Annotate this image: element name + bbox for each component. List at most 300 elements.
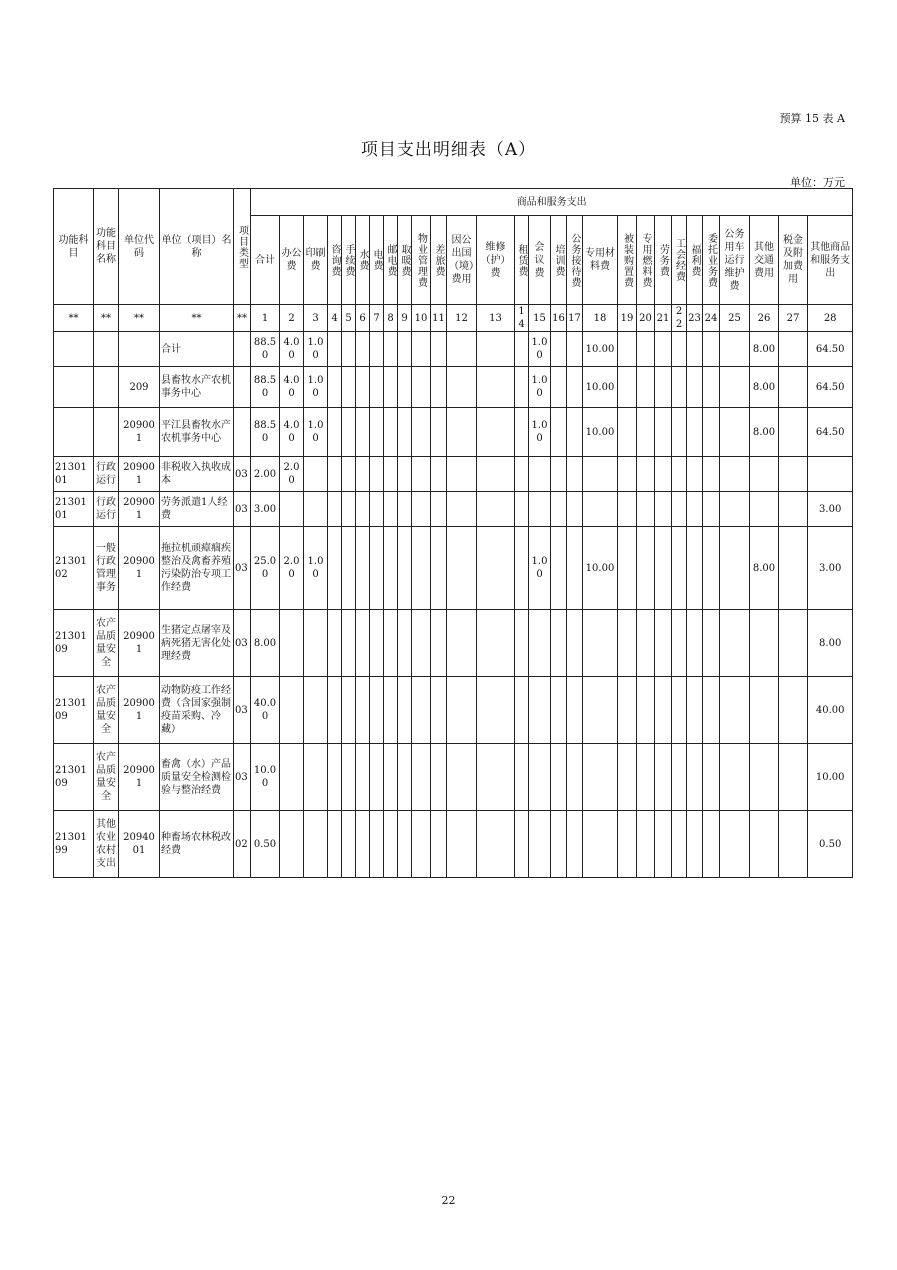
value-cell xyxy=(672,610,687,677)
value-cell xyxy=(370,744,384,811)
column-number-cell: 2 xyxy=(280,305,304,332)
value-cell: 10.00 xyxy=(583,367,618,408)
value-cell xyxy=(618,811,637,878)
value-cell xyxy=(779,744,808,811)
value-cell xyxy=(370,610,384,677)
value-cell xyxy=(370,408,384,457)
unit-name-cell: 县畜牧水产农机事务中心 xyxy=(160,367,234,408)
value-cell xyxy=(720,332,750,367)
value-cell xyxy=(447,457,477,492)
value-cell xyxy=(447,677,477,744)
value-cell: 1.00 xyxy=(529,367,551,408)
value-cell xyxy=(356,492,370,527)
value-cell xyxy=(398,610,412,677)
value-cell xyxy=(750,811,779,878)
value-cell: 40.00 xyxy=(251,677,280,744)
value-cell xyxy=(529,457,551,492)
value-cell xyxy=(618,408,637,457)
value-cell xyxy=(280,677,304,744)
value-cell: 10.00 xyxy=(583,527,618,610)
value-cell xyxy=(703,457,720,492)
value-cell xyxy=(477,457,515,492)
column-number-cell: 25 xyxy=(720,305,750,332)
value-cell xyxy=(384,367,398,408)
unit-name-cell: 拖拉机顽瘴痼疾整治及禽畜养殖污染防治专项工作经费 xyxy=(160,527,234,610)
value-cell xyxy=(477,408,515,457)
value-cell xyxy=(529,610,551,677)
func-name-cell: 农产品质量安全 xyxy=(94,610,119,677)
value-cell xyxy=(398,527,412,610)
value-cell xyxy=(703,492,720,527)
header-group-goods-services: 商品和服务支出 xyxy=(251,189,853,216)
value-cell: 8.00 xyxy=(808,610,853,677)
value-cell: 64.50 xyxy=(808,332,853,367)
value-cell: 1.00 xyxy=(304,332,328,367)
value-cell xyxy=(551,332,567,367)
value-cell xyxy=(750,677,779,744)
value-cell xyxy=(637,744,655,811)
value-cell xyxy=(431,457,447,492)
value-cell: 0.50 xyxy=(808,811,853,878)
value-cell xyxy=(370,457,384,492)
value-cell xyxy=(703,610,720,677)
unit-code-cell: 209001 xyxy=(119,492,160,527)
value-cell xyxy=(384,492,398,527)
value-cell xyxy=(515,527,529,610)
value-cell xyxy=(431,408,447,457)
header-cell-func-name: 功能科目名称 xyxy=(94,189,119,305)
value-cell: 8.00 xyxy=(750,332,779,367)
value-cell xyxy=(637,811,655,878)
func-name-cell xyxy=(94,408,119,457)
project-type-cell: 03 xyxy=(234,744,251,811)
value-cell xyxy=(342,677,356,744)
column-number-cell: 19 xyxy=(618,305,637,332)
column-number-cell: 28 xyxy=(808,305,853,332)
header-cell: 物业管理费 xyxy=(412,216,431,305)
func-code-cell: 2130101 xyxy=(54,457,94,492)
value-cell xyxy=(551,677,567,744)
value-cell xyxy=(342,492,356,527)
header-cell: 其他交通费用 xyxy=(750,216,779,305)
column-number-cell: 18 xyxy=(583,305,618,332)
project-type-cell: 03 xyxy=(234,492,251,527)
value-cell xyxy=(720,408,750,457)
marker-cell: ** xyxy=(160,305,234,332)
func-code-cell: 2130109 xyxy=(54,744,94,811)
value-cell xyxy=(447,367,477,408)
value-cell xyxy=(808,457,853,492)
func-name-cell: 其他农业农村支出 xyxy=(94,811,119,878)
table-body xyxy=(54,189,853,878)
project-type-cell: 03 xyxy=(234,527,251,610)
value-cell xyxy=(567,457,583,492)
value-cell xyxy=(447,744,477,811)
value-cell: 8.00 xyxy=(750,527,779,610)
value-cell: 1.00 xyxy=(529,332,551,367)
value-cell xyxy=(529,677,551,744)
unit-code-cell: 209001 xyxy=(119,527,160,610)
value-cell xyxy=(356,811,370,878)
header-cell: 专用材料费 xyxy=(583,216,618,305)
expenditure-table xyxy=(53,188,853,878)
header-cell: 印刷费 xyxy=(304,216,328,305)
column-number-cell: 9 xyxy=(398,305,412,332)
value-cell: 88.50 xyxy=(251,367,280,408)
value-cell xyxy=(655,457,672,492)
value-cell xyxy=(342,457,356,492)
value-cell: 2.00 xyxy=(280,527,304,610)
value-cell xyxy=(687,367,703,408)
header-cell: 劳务费 xyxy=(655,216,672,305)
column-number-cell: 27 xyxy=(779,305,808,332)
value-cell xyxy=(551,610,567,677)
header-cell-unit-name: 单位（项目）名称 xyxy=(160,189,234,305)
func-name-cell: 农产品质量安全 xyxy=(94,744,119,811)
value-cell xyxy=(356,677,370,744)
value-cell xyxy=(720,610,750,677)
value-cell xyxy=(687,457,703,492)
column-number-cell: 10 xyxy=(412,305,431,332)
value-cell xyxy=(370,367,384,408)
header-cell: 被装购置费 xyxy=(618,216,637,305)
table-row xyxy=(54,367,853,408)
value-cell xyxy=(477,367,515,408)
value-cell xyxy=(384,744,398,811)
unit-code-cell: 2094001 xyxy=(119,811,160,878)
func-name-cell: 农产品质量安全 xyxy=(94,677,119,744)
value-cell xyxy=(551,457,567,492)
value-cell xyxy=(304,811,328,878)
value-cell xyxy=(583,811,618,878)
value-cell xyxy=(529,811,551,878)
value-cell xyxy=(551,811,567,878)
value-cell xyxy=(687,744,703,811)
value-cell: 8.00 xyxy=(251,610,280,677)
value-cell xyxy=(655,332,672,367)
value-cell xyxy=(618,610,637,677)
header-cell: 手续费 xyxy=(342,216,356,305)
value-cell xyxy=(637,457,655,492)
value-cell: 10.00 xyxy=(583,332,618,367)
column-number-cell: 16 xyxy=(551,305,567,332)
header-cell: 委托业务费 xyxy=(703,216,720,305)
value-cell xyxy=(779,811,808,878)
column-number-cell: 11 xyxy=(431,305,447,332)
column-number-cell: 22 xyxy=(672,305,687,332)
value-cell xyxy=(328,457,342,492)
value-cell xyxy=(515,408,529,457)
value-cell xyxy=(447,492,477,527)
value-cell xyxy=(618,367,637,408)
value-cell xyxy=(280,492,304,527)
value-cell xyxy=(720,811,750,878)
value-cell xyxy=(412,811,431,878)
value-cell xyxy=(779,408,808,457)
func-code-cell xyxy=(54,408,94,457)
value-cell xyxy=(412,332,431,367)
value-cell xyxy=(779,677,808,744)
value-cell: 2.00 xyxy=(251,457,280,492)
value-cell: 10.00 xyxy=(251,744,280,811)
value-cell xyxy=(398,457,412,492)
header-cell: 工会经费 xyxy=(672,216,687,305)
column-number-cell: 1 xyxy=(251,305,280,332)
value-cell xyxy=(384,332,398,367)
header-cell: 租赁费 xyxy=(515,216,529,305)
table-row xyxy=(54,527,853,610)
value-cell xyxy=(384,457,398,492)
value-cell xyxy=(672,457,687,492)
value-cell xyxy=(412,367,431,408)
project-type-cell: 03 xyxy=(234,610,251,677)
header-cell: 公务用车运行维护费 xyxy=(720,216,750,305)
value-cell xyxy=(370,677,384,744)
column-number-cell: 24 xyxy=(703,305,720,332)
header-cell: 咨询费 xyxy=(328,216,342,305)
unit-name-cell: 平江县畜牧水产农机事务中心 xyxy=(160,408,234,457)
value-cell: 4.00 xyxy=(280,332,304,367)
column-number-cell: 23 xyxy=(687,305,703,332)
marker-cell: ** xyxy=(54,305,94,332)
value-cell: 25.00 xyxy=(251,527,280,610)
value-cell xyxy=(618,744,637,811)
value-cell xyxy=(398,408,412,457)
func-code-cell xyxy=(54,367,94,408)
value-cell xyxy=(703,811,720,878)
value-cell xyxy=(655,744,672,811)
table-row xyxy=(54,811,853,878)
value-cell: 4.00 xyxy=(280,408,304,457)
value-cell xyxy=(384,811,398,878)
value-cell xyxy=(398,677,412,744)
value-cell xyxy=(328,408,342,457)
column-number-cell: 21 xyxy=(655,305,672,332)
value-cell xyxy=(672,677,687,744)
value-cell xyxy=(370,332,384,367)
value-cell xyxy=(672,332,687,367)
value-cell xyxy=(431,492,447,527)
value-cell xyxy=(618,527,637,610)
func-name-cell: 行政运行 xyxy=(94,492,119,527)
value-cell xyxy=(384,408,398,457)
column-number-cell: 5 xyxy=(342,305,356,332)
value-cell xyxy=(551,492,567,527)
value-cell xyxy=(687,332,703,367)
value-cell xyxy=(687,610,703,677)
value-cell xyxy=(398,492,412,527)
unit-name-cell: 种畜场农林税改经费 xyxy=(160,811,234,878)
value-cell xyxy=(328,527,342,610)
unit-code-cell xyxy=(119,332,160,367)
func-name-cell: 一般行政管理事务 xyxy=(94,527,119,610)
value-cell xyxy=(583,492,618,527)
marker-cell: ** xyxy=(119,305,160,332)
value-cell xyxy=(779,610,808,677)
value-cell xyxy=(370,492,384,527)
value-cell xyxy=(304,610,328,677)
unit-code-cell: 209001 xyxy=(119,408,160,457)
value-cell xyxy=(618,332,637,367)
value-cell xyxy=(637,367,655,408)
header-cell: 电费 xyxy=(370,216,384,305)
value-cell xyxy=(655,367,672,408)
value-cell xyxy=(431,610,447,677)
unit-code-cell: 209001 xyxy=(119,744,160,811)
value-cell xyxy=(342,610,356,677)
value-cell xyxy=(477,811,515,878)
table-row xyxy=(54,744,853,811)
unit-name-cell: 非税收入执收成本 xyxy=(160,457,234,492)
header-cell: 其他商品和服务支出 xyxy=(808,216,853,305)
value-cell xyxy=(304,492,328,527)
unit-name-cell: 动物防疫工作经费（含国家强制疫苗采购、冷藏） xyxy=(160,677,234,744)
value-cell xyxy=(447,527,477,610)
value-cell xyxy=(515,457,529,492)
value-cell xyxy=(720,457,750,492)
value-cell xyxy=(342,811,356,878)
value-cell xyxy=(356,610,370,677)
value-cell xyxy=(637,408,655,457)
value-cell xyxy=(412,527,431,610)
value-cell xyxy=(384,527,398,610)
value-cell xyxy=(431,744,447,811)
value-cell xyxy=(529,744,551,811)
column-number-cell: 15 xyxy=(529,305,551,332)
column-number-cell: 12 xyxy=(447,305,477,332)
column-number-row xyxy=(54,305,853,332)
value-cell xyxy=(567,367,583,408)
value-cell xyxy=(477,744,515,811)
header-cell: 福利费 xyxy=(687,216,703,305)
header-cell: 公务接待费 xyxy=(567,216,583,305)
unit-code-cell: 209 xyxy=(119,367,160,408)
value-cell xyxy=(398,332,412,367)
value-cell xyxy=(412,744,431,811)
value-cell xyxy=(304,457,328,492)
value-cell xyxy=(412,677,431,744)
value-cell xyxy=(280,811,304,878)
value-cell: 8.00 xyxy=(750,408,779,457)
value-cell xyxy=(356,457,370,492)
table-row xyxy=(54,457,853,492)
project-type-cell: 03 xyxy=(234,677,251,744)
value-cell xyxy=(398,811,412,878)
value-cell xyxy=(687,811,703,878)
value-cell xyxy=(515,744,529,811)
value-cell xyxy=(342,527,356,610)
value-cell xyxy=(567,527,583,610)
value-cell xyxy=(567,744,583,811)
value-cell xyxy=(655,408,672,457)
value-cell xyxy=(328,811,342,878)
value-cell xyxy=(779,332,808,367)
value-cell xyxy=(477,527,515,610)
header-row xyxy=(54,189,853,216)
value-cell xyxy=(447,332,477,367)
value-cell xyxy=(515,610,529,677)
value-cell xyxy=(779,457,808,492)
project-type-cell xyxy=(234,408,251,457)
value-cell: 4.00 xyxy=(280,367,304,408)
value-cell xyxy=(687,408,703,457)
value-cell xyxy=(551,367,567,408)
value-cell xyxy=(672,492,687,527)
value-cell xyxy=(703,367,720,408)
value-cell xyxy=(567,408,583,457)
value-cell xyxy=(342,332,356,367)
value-cell xyxy=(750,610,779,677)
value-cell xyxy=(672,527,687,610)
value-cell: 3.00 xyxy=(251,492,280,527)
value-cell xyxy=(672,408,687,457)
value-cell xyxy=(672,811,687,878)
value-cell xyxy=(280,610,304,677)
header-cell-unit-code: 单位代码 xyxy=(119,189,160,305)
column-number-cell: 17 xyxy=(567,305,583,332)
value-cell xyxy=(583,744,618,811)
value-cell xyxy=(447,610,477,677)
value-cell xyxy=(328,610,342,677)
value-cell xyxy=(583,610,618,677)
value-cell xyxy=(637,492,655,527)
value-cell xyxy=(431,527,447,610)
func-name-cell xyxy=(94,332,119,367)
unit-code-cell: 209001 xyxy=(119,677,160,744)
value-cell xyxy=(412,408,431,457)
value-cell xyxy=(304,677,328,744)
value-cell: 1.00 xyxy=(304,408,328,457)
value-cell xyxy=(412,457,431,492)
column-number-cell: 3 xyxy=(304,305,328,332)
value-cell xyxy=(618,457,637,492)
value-cell xyxy=(687,527,703,610)
value-cell: 1.00 xyxy=(304,367,328,408)
unit-code-cell: 209001 xyxy=(119,457,160,492)
page-number: 22 xyxy=(441,1194,456,1207)
value-cell xyxy=(655,677,672,744)
project-type-cell xyxy=(234,332,251,367)
value-cell xyxy=(551,408,567,457)
header-cell-func-code: 功能科目 xyxy=(54,189,94,305)
column-number-cell: 7 xyxy=(370,305,384,332)
column-number-cell: 8 xyxy=(384,305,398,332)
value-cell: 40.00 xyxy=(808,677,853,744)
value-cell: 10.00 xyxy=(808,744,853,811)
column-number-cell: 26 xyxy=(750,305,779,332)
value-cell xyxy=(356,527,370,610)
value-cell xyxy=(672,744,687,811)
value-cell xyxy=(431,811,447,878)
value-cell xyxy=(412,492,431,527)
value-cell: 3.00 xyxy=(808,527,853,610)
unit-code-cell: 209001 xyxy=(119,610,160,677)
func-code-cell: 2130101 xyxy=(54,492,94,527)
header-cell: 因公出国（境）费用 xyxy=(447,216,477,305)
value-cell xyxy=(655,610,672,677)
header-cell: 专用燃料费 xyxy=(637,216,655,305)
value-cell xyxy=(515,332,529,367)
value-cell xyxy=(515,677,529,744)
value-cell xyxy=(567,677,583,744)
value-cell xyxy=(750,492,779,527)
value-cell xyxy=(431,367,447,408)
value-cell xyxy=(280,744,304,811)
value-cell xyxy=(779,527,808,610)
value-cell xyxy=(637,332,655,367)
value-cell xyxy=(370,527,384,610)
value-cell xyxy=(356,367,370,408)
